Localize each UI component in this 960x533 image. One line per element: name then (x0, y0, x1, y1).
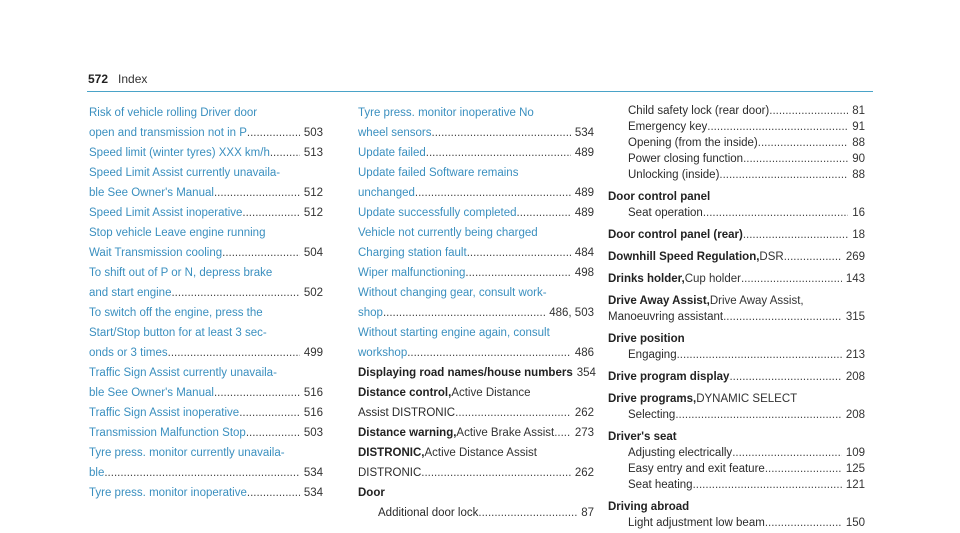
entry-text: Drive program display (608, 371, 730, 383)
leader-dots (168, 343, 300, 363)
index-link-entry[interactable] (89, 183, 323, 203)
entry-text: Downhill Speed Regulation, (608, 251, 760, 263)
page-reference[interactable]: 484 (574, 247, 594, 259)
entry-text: shop (358, 307, 383, 319)
entry-text: To switch off the engine, press the (89, 307, 263, 319)
index-entry (608, 151, 865, 167)
header-rule (87, 91, 873, 92)
leader-dots (765, 461, 842, 477)
index-entry (358, 403, 594, 423)
entry-text: Emergency key (628, 121, 708, 133)
entry-text: Charging station fault (358, 247, 467, 259)
leader-dots (247, 123, 300, 143)
entry-text: Power closing function (628, 153, 744, 165)
index-link-entry[interactable] (89, 283, 323, 303)
index-heading-entry (608, 391, 865, 407)
leader-dots (407, 343, 571, 363)
entry-text: Start/Stop button for at least 3 sec- (89, 327, 267, 339)
page-reference[interactable]: 503 (303, 127, 323, 139)
entry-text: Speed Limit Assist currently unavaila- (89, 167, 281, 179)
leader-dots (758, 135, 848, 151)
entry-text: Drive Away Assist, (608, 295, 710, 307)
entry-text: Tyre press. monitor currently unavaila- (89, 447, 285, 459)
entry-text: Driver's seat (608, 431, 677, 443)
leader-dots (769, 103, 848, 119)
leader-dots (432, 123, 571, 143)
page-reference[interactable]: 534 (574, 127, 594, 139)
entry-text: Traffic Sign Assist currently unavaila- (89, 367, 277, 379)
leader-dots (246, 423, 300, 443)
index-link-entry[interactable] (358, 223, 594, 243)
index-heading-entry (608, 293, 865, 309)
index-heading-entry (608, 271, 865, 287)
leader-dots (743, 227, 848, 243)
page-reference[interactable]: 489 (574, 207, 594, 219)
leader-dots (104, 463, 299, 483)
index-link-entry[interactable] (89, 243, 323, 263)
index-link-entry[interactable] (89, 163, 323, 183)
entry-text: and start engine (89, 287, 172, 299)
entry-text: Drinks holder, (608, 273, 685, 285)
leader-dots (765, 515, 842, 531)
index-heading-entry (608, 249, 865, 265)
index-entry (608, 167, 865, 183)
entry-text: Child safety lock (rear door) (628, 105, 770, 117)
entry-text: workshop (358, 347, 408, 359)
entry-text: Distance control, (358, 387, 452, 399)
leader-dots (214, 183, 300, 203)
entry-text: Risk of vehicle rolling Driver door (89, 107, 258, 119)
leader-dots (239, 403, 300, 423)
index-heading-entry (608, 331, 865, 347)
entry-text: Vehicle not currently being charged (358, 227, 538, 239)
entry-text: Speed limit (winter tyres) XXX km/h (89, 147, 270, 159)
entry-subtext: Active Brake Assist (456, 427, 555, 439)
page-reference[interactable]: 489 (574, 147, 594, 159)
page-reference[interactable]: 498 (574, 267, 594, 279)
page-reference[interactable]: 534 (303, 467, 323, 479)
entry-text: Seat operation (628, 207, 703, 219)
index-heading-entry (608, 189, 865, 205)
page-reference[interactable]: 512 (303, 207, 323, 219)
leader-dots (171, 283, 299, 303)
page-reference: 121 (845, 479, 865, 491)
index-link-entry[interactable] (89, 203, 323, 223)
leader-dots (214, 383, 300, 403)
page-reference[interactable]: 486, 503 (549, 307, 594, 319)
index-link-entry[interactable] (89, 363, 323, 383)
page-reference: 150 (845, 517, 865, 529)
index-link-entry[interactable] (358, 263, 594, 283)
index-column-2 (358, 103, 594, 523)
entry-text: ble See Owner's Manual (89, 387, 214, 399)
index-link-entry[interactable] (358, 243, 594, 263)
leader-dots (732, 445, 842, 461)
index-entry (608, 515, 865, 531)
leader-dots (554, 423, 571, 443)
page-reference: 208 (845, 371, 865, 383)
index-entry (358, 503, 594, 523)
page-reference[interactable]: 502 (303, 287, 323, 299)
index-entry (608, 445, 865, 461)
leader-dots (455, 403, 571, 423)
index-link-entry[interactable] (89, 143, 323, 163)
leader-dots (222, 243, 300, 263)
index-entry (608, 103, 865, 119)
index-heading-entry (608, 369, 865, 385)
entry-text: Traffic Sign Assist inoperative (89, 407, 240, 419)
index-link-entry[interactable] (89, 463, 323, 483)
entry-text: Update failed (358, 147, 426, 159)
leader-dots (719, 167, 848, 183)
index-link-entry[interactable] (89, 483, 323, 503)
index-link-entry[interactable] (89, 403, 323, 423)
entry-text: Light adjustment low beam (628, 517, 765, 529)
entry-text: DISTRONIC (358, 467, 422, 479)
index-link-entry[interactable] (358, 143, 594, 163)
page-reference: 81 (852, 105, 865, 117)
page-reference[interactable]: 513 (303, 147, 323, 159)
leader-dots (707, 119, 848, 135)
index-entry (608, 205, 865, 221)
page-reference[interactable]: 489 (574, 187, 594, 199)
page-reference[interactable]: 504 (303, 247, 323, 259)
page-reference: 16 (852, 207, 865, 219)
index-heading-entry (358, 423, 594, 443)
index-link-entry[interactable] (89, 303, 323, 323)
entry-text: Manoeuvring assistant (608, 311, 724, 323)
leader-dots (693, 477, 842, 493)
entry-text: Wait Transmission cooling (89, 247, 223, 259)
page-reference: 213 (845, 349, 865, 361)
index-heading-entry (608, 429, 865, 445)
entry-text: Opening (from the inside) (628, 137, 758, 149)
index-link-entry[interactable] (358, 163, 594, 183)
page-reference[interactable]: 516 (303, 387, 323, 399)
page-reference[interactable]: 486 (574, 347, 594, 359)
leader-dots (478, 503, 577, 523)
index-link-entry[interactable] (89, 323, 323, 343)
leader-dots (465, 263, 570, 283)
page-reference: 88 (852, 169, 865, 181)
index-link-entry[interactable] (358, 283, 594, 303)
entry-text: Without changing gear, consult work- (358, 287, 547, 299)
index-link-entry[interactable] (89, 103, 323, 123)
page-reference: 143 (845, 273, 865, 285)
page-reference[interactable]: 534 (303, 487, 323, 499)
entry-text: Speed Limit Assist inoperative (89, 207, 243, 219)
entry-text: Update successfully completed (358, 207, 517, 219)
leader-dots (743, 151, 848, 167)
leader-dots (247, 483, 300, 503)
leader-dots (677, 347, 842, 363)
page-reference: 315 (845, 311, 865, 323)
index-heading-entry (358, 383, 594, 403)
index-link-entry[interactable] (89, 223, 323, 243)
leader-dots (675, 407, 842, 423)
index-entry (608, 119, 865, 135)
index-link-entry[interactable] (89, 263, 323, 283)
leader-dots (467, 243, 571, 263)
entry-text: Stop vehicle Leave engine running (89, 227, 266, 239)
leader-dots (723, 309, 842, 325)
leader-dots (242, 203, 299, 223)
entry-text: Selecting (628, 409, 676, 421)
index-entry (608, 477, 865, 493)
index-link-entry[interactable] (89, 443, 323, 463)
page-reference[interactable]: 516 (303, 407, 323, 419)
leader-dots (383, 303, 545, 323)
page-reference: 87 (581, 507, 594, 519)
leader-dots (784, 249, 842, 265)
entry-text: unchanged (358, 187, 415, 199)
entry-subtext: DYNAMIC SELECT (696, 393, 798, 405)
entry-text: Without starting engine again, consult (358, 327, 550, 339)
leader-dots (517, 203, 571, 223)
entry-text: Assist DISTRONIC (358, 407, 456, 419)
leader-dots (270, 143, 300, 163)
leader-dots (415, 183, 571, 203)
leader-dots (426, 143, 571, 163)
page-reference: 262 (574, 407, 594, 419)
entry-text: Transmission Malfunction Stop (89, 427, 246, 439)
page-reference: 109 (845, 447, 865, 459)
entry-text: Engaging (628, 349, 677, 361)
leader-dots (729, 369, 841, 385)
entry-subtext: Drive Away Assist, (709, 295, 804, 307)
index-column-3 (608, 103, 865, 531)
index-link-entry[interactable] (358, 343, 594, 363)
page-reference: 125 (845, 463, 865, 475)
index-entry (608, 407, 865, 423)
entry-subtext: Active Distance (451, 387, 531, 399)
entry-subtext: Active Distance Assist (424, 447, 537, 459)
page-number: 572 (88, 72, 109, 86)
page-header (88, 72, 147, 86)
index-link-entry[interactable] (358, 123, 594, 143)
index-heading-entry (358, 443, 594, 463)
index-entry (358, 463, 594, 483)
page-reference: 88 (852, 137, 865, 149)
index-link-entry[interactable] (89, 383, 323, 403)
entry-text: Adjusting electrically (628, 447, 733, 459)
page-reference: 90 (852, 153, 865, 165)
index-entry (608, 461, 865, 477)
entry-text: Door (358, 487, 385, 499)
entry-text: To shift out of P or N, depress brake (89, 267, 273, 279)
page-reference: 273 (574, 427, 594, 439)
page-reference[interactable]: 503 (303, 427, 323, 439)
entry-text: Drive position (608, 333, 685, 345)
index-link-entry[interactable] (358, 323, 594, 343)
page-reference: 18 (852, 229, 865, 241)
entry-text: wheel sensors (358, 127, 432, 139)
entry-text: Door control panel (rear) (608, 229, 743, 241)
entry-text: Displaying road names/house numbers (358, 367, 573, 379)
entry-subtext: DSR (759, 251, 784, 263)
index-entry (608, 309, 865, 325)
page-reference: 269 (845, 251, 865, 263)
index-entry (608, 347, 865, 363)
index-link-entry[interactable] (89, 423, 323, 443)
entry-text: Easy entry and exit feature (628, 463, 765, 475)
index-link-entry[interactable] (358, 303, 594, 323)
section-title: Index (118, 72, 148, 86)
index-heading-entry (608, 499, 865, 515)
page-reference: 354 (576, 367, 596, 379)
entry-text: Door control panel (608, 191, 711, 203)
index-link-entry[interactable] (89, 123, 323, 143)
leader-dots (421, 463, 571, 483)
entry-text: ble See Owner's Manual (89, 187, 214, 199)
entry-text: Distance warning, (358, 427, 457, 439)
index-link-entry[interactable] (358, 103, 594, 123)
index-heading-entry (358, 363, 594, 383)
entry-text: Additional door lock (378, 507, 479, 519)
page-reference: 208 (845, 409, 865, 421)
page-reference: 262 (574, 467, 594, 479)
index-link-entry[interactable] (89, 343, 323, 363)
entry-text: Update failed Software remains (358, 167, 519, 179)
entry-text: Tyre press. monitor inoperative (89, 487, 247, 499)
entry-text: Tyre press. monitor inoperative No (358, 107, 534, 119)
entry-text: Driving abroad (608, 501, 690, 513)
index-link-entry[interactable] (358, 183, 594, 203)
page-reference[interactable]: 512 (303, 187, 323, 199)
entry-text: open and transmission not in P (89, 127, 247, 139)
entry-text: Wiper malfunctioning (358, 267, 466, 279)
index-entry (608, 135, 865, 151)
leader-dots (703, 205, 848, 221)
entry-text: DISTRONIC, (358, 447, 425, 459)
index-heading-entry (608, 227, 865, 243)
index-heading-entry (358, 483, 594, 503)
entry-text: Seat heating (628, 479, 693, 491)
page-reference: 91 (852, 121, 865, 133)
leader-dots (741, 271, 842, 287)
page-reference[interactable]: 499 (303, 347, 323, 359)
index-column-1 (89, 103, 323, 503)
entry-text: onds or 3 times (89, 347, 168, 359)
entry-text: Drive programs, (608, 393, 697, 405)
entry-text: Unlocking (inside) (628, 169, 720, 181)
index-link-entry[interactable] (358, 203, 594, 223)
entry-text: ble (89, 467, 105, 479)
entry-subtext: Cup holder (684, 273, 741, 285)
